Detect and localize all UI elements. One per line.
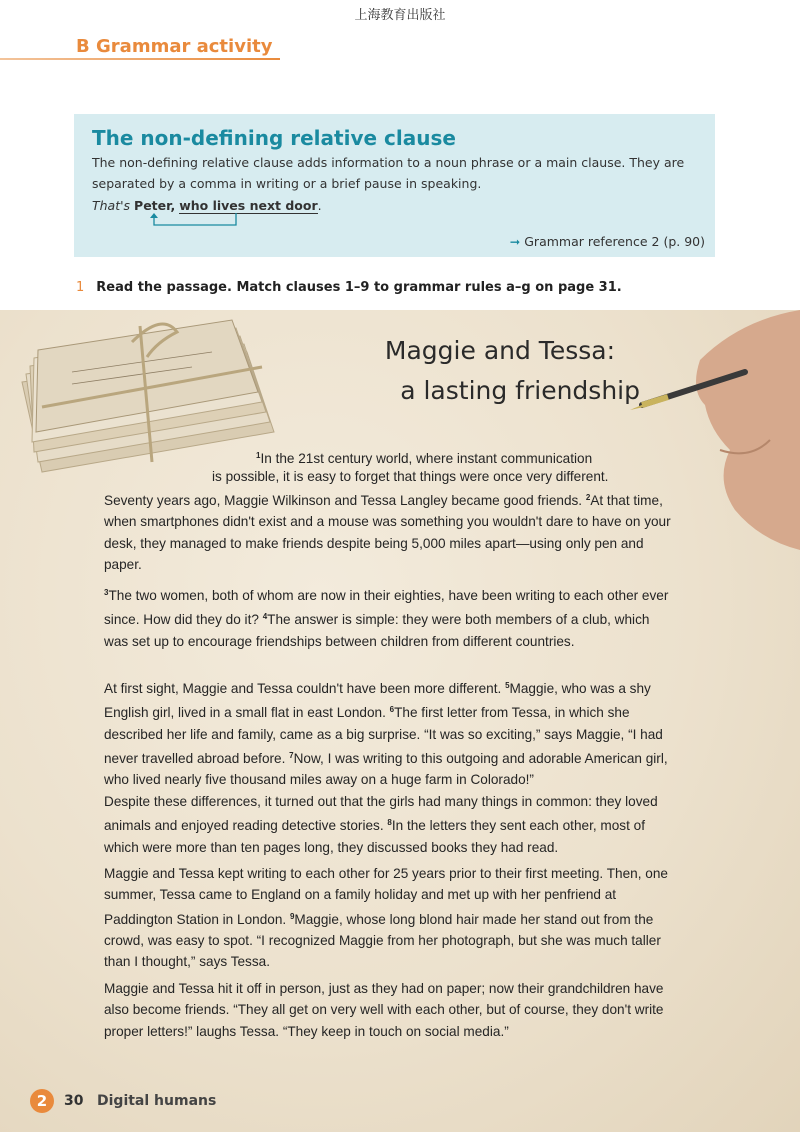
story-paragraph-5 <box>104 863 674 972</box>
story-text: Despite these differences, it turned out that the girls had many things in common: they loved animals and enjoyed reading detective stories. <box>104 794 658 834</box>
grammar-example <box>92 198 322 213</box>
clause-number: 6 <box>389 705 395 715</box>
story-paragraph-3 <box>104 675 674 790</box>
clause-number: 2 <box>585 493 591 502</box>
unit-title: Digital humans <box>97 1093 217 1109</box>
story-title-line1: Maggie and Tessa: <box>384 336 615 365</box>
clause-4: The answer is simple: they were both members of a club, which was set up to encourage friendships between children from different countries. <box>104 612 650 649</box>
clause-5: Maggie, who was a shy English girl, lived in a small flat in east London. <box>104 681 651 721</box>
clause-3: The two women, both of whom are now in their eighties, have been writing to each other ever since. How did they do it? <box>104 588 669 628</box>
story-paragraph-2 <box>104 582 674 652</box>
clause-number: 3 <box>104 588 109 597</box>
example-link-arrow-icon <box>148 213 240 229</box>
clause-number: 9 <box>289 911 295 921</box>
grammar-box-title: The non-defining relative clause <box>92 126 456 150</box>
clause-8: In the letters they sent each other, most of which were more than ten pages long, they discussed books they had read. <box>104 818 645 855</box>
story-text: At first sight, Maggie and Tessa couldn't have been more different. <box>104 681 502 696</box>
clause-9: Maggie, whose long blond hair made her stand out from the crowd, was easy to spot. “I recognized Maggie from her photograph, but she was much taller than I thought,” says Tessa. <box>104 911 661 970</box>
clause-1: In the 21st century world, where instant communication <box>260 451 593 466</box>
unit-number-badge: 2 <box>30 1089 54 1113</box>
story-paragraph-1-line-2: is possible, it is easy to forget that things were once very different. <box>212 469 609 484</box>
arrow-right-icon: ➞ <box>509 234 521 249</box>
grammar-reference-text: Grammar reference 2 (p. 90) <box>524 234 705 249</box>
section-letter: B <box>76 36 90 57</box>
example-prefix: That's <box>92 198 135 213</box>
story-paragraph-4 <box>104 791 674 858</box>
page-number: 30 <box>64 1093 84 1109</box>
exercise-number: 1 <box>76 280 85 295</box>
clause-6: The first letter from Tessa, in which she described her life and family, came as a big surprise. “It was so exciting,” says Maggie, “I had never travelled abroad before. <box>104 705 663 766</box>
story-paragraph-6: Maggie and Tessa hit it off in person, just as they had on paper; now their grandchildren have also become friends. “They all get on very well with each other, but of course, they don't write proper letters!” laughs Tessa. “They keep in touch on social media.” <box>104 981 664 1039</box>
clause-7: Now, I was writing to this outgoing and adorable American girl, who lived nearly five thousand miles away on a huge farm in Colorado!” <box>104 750 668 788</box>
story-text: Maggie and Tessa kept writing to each other for 25 years prior to their first meeting. Then, one summer, Tessa came to England on a family holiday and met up with her penfriend at Paddington Station in London. <box>104 866 668 927</box>
exercise-text: Read the passage. Match clauses 1–9 to grammar rules a–g on page 31. <box>96 280 622 295</box>
clause-number: 4 <box>262 612 268 622</box>
section-title: Grammar activity <box>96 36 273 57</box>
letter-bundle-image <box>12 312 282 482</box>
section-heading <box>76 36 272 57</box>
example-end: . <box>317 198 322 213</box>
example-clause: who lives next door <box>179 198 318 213</box>
grammar-reference-link[interactable] <box>510 234 705 249</box>
clause-number: 8 <box>387 818 392 828</box>
clause-2: At that time, when smartphones didn't exist and a mouse was something you wouldn't dare to have on your desk, they managed to make friends despite being 5,000 miles apart—using only pen and paper. <box>104 493 671 572</box>
story-paragraph-1 <box>104 487 674 575</box>
example-noun: Peter, <box>134 198 176 213</box>
publisher-name: 上海教育出版社 <box>354 8 446 23</box>
section-divider <box>0 58 280 60</box>
clause-number: 7 <box>289 750 294 760</box>
story-title-line2: a lasting friendship <box>400 376 640 405</box>
grammar-box-text: The non-defining relative clause adds information to a noun phrase or a main clause. They are separated by a comma in writing or a brief pause in speaking. <box>92 155 685 191</box>
grammar-box <box>74 114 715 257</box>
clause-number: 1 <box>256 451 261 460</box>
clause-number: 5 <box>505 681 510 690</box>
story-text: Seventy years ago, Maggie Wilkinson and Tessa Langley became good friends. <box>104 493 583 508</box>
exercise-instruction <box>76 280 622 295</box>
